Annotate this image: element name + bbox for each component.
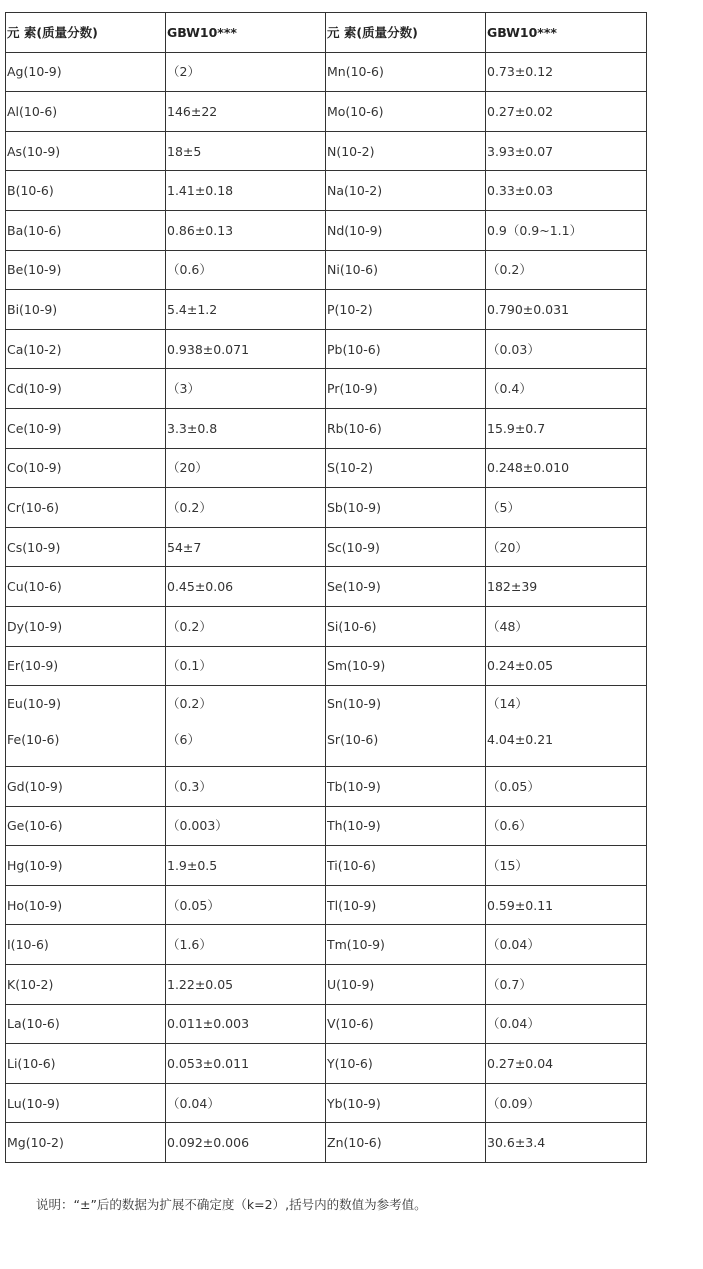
element-cell	[326, 686, 486, 767]
table-row	[6, 290, 647, 330]
element-cell: As(10-9)	[6, 131, 166, 171]
value-cell: 0.27±0.02	[486, 92, 647, 132]
table-row	[6, 806, 647, 846]
element-cell: Er(10-9)	[6, 646, 166, 686]
value-cell: （0.03）	[486, 329, 647, 369]
table-row	[6, 408, 647, 448]
element-cell: Rb(10-6)	[326, 408, 486, 448]
value-cell: 54±7	[166, 527, 326, 567]
element-cell: N(10-2)	[326, 131, 486, 171]
value-cell: 1.41±0.18	[166, 171, 326, 211]
element-cell: Li(10-6)	[6, 1044, 166, 1084]
table-row	[6, 131, 647, 171]
element-cell: Al(10-6)	[6, 92, 166, 132]
value-cell: 0.248±0.010	[486, 448, 647, 488]
merged-cell-line: Sr(10-6)	[327, 731, 379, 747]
value-cell: （0.7）	[486, 965, 647, 1005]
element-cell: Ba(10-6)	[6, 210, 166, 250]
value-cell: （0.003）	[166, 806, 326, 846]
value-cell: 0.33±0.03	[486, 171, 647, 211]
value-cell: （0.4）	[486, 369, 647, 409]
table-row	[6, 1004, 647, 1044]
value-cell: 0.9（0.9~1.1）	[486, 210, 647, 250]
table-row	[6, 1044, 647, 1084]
value-cell: 0.73±0.12	[486, 52, 647, 92]
table-row	[6, 488, 647, 528]
element-cell: Th(10-9)	[326, 806, 486, 846]
element-cell: Gd(10-9)	[6, 767, 166, 807]
value-cell: （3）	[166, 369, 326, 409]
value-cell: 0.27±0.04	[486, 1044, 647, 1084]
value-cell	[166, 686, 326, 767]
value-cell: 3.3±0.8	[166, 408, 326, 448]
value-cell: （0.6）	[486, 806, 647, 846]
value-cell: 146±22	[166, 92, 326, 132]
element-cell: Ni(10-6)	[326, 250, 486, 290]
element-cell: Lu(10-9)	[6, 1083, 166, 1123]
element-cell: Ho(10-9)	[6, 885, 166, 925]
value-cell: 0.092±0.006	[166, 1123, 326, 1163]
value-cell: （0.2）	[486, 250, 647, 290]
element-reference-table	[5, 12, 647, 1163]
value-cell: （20）	[166, 448, 326, 488]
value-cell: （0.09）	[486, 1083, 647, 1123]
value-cell: 3.93±0.07	[486, 131, 647, 171]
value-cell: 0.45±0.06	[166, 567, 326, 607]
table-row	[6, 250, 647, 290]
merged-cell-line: （14）	[487, 695, 528, 711]
element-cell: Ca(10-2)	[6, 329, 166, 369]
element-cell: Ce(10-9)	[6, 408, 166, 448]
value-cell: （48）	[486, 606, 647, 646]
table-body	[6, 13, 647, 1163]
merged-cell-line: （0.2）	[167, 695, 212, 711]
value-cell: （0.04）	[486, 925, 647, 965]
value-cell: 182±39	[486, 567, 647, 607]
table-header-row	[6, 13, 647, 53]
header-element-col-2: 元 素(质量分数)	[326, 13, 486, 53]
element-cell: La(10-6)	[6, 1004, 166, 1044]
merged-cell-line: Eu(10-9)	[7, 695, 61, 711]
table-row	[6, 210, 647, 250]
value-cell: 0.938±0.071	[166, 329, 326, 369]
value-cell: （0.04）	[486, 1004, 647, 1044]
element-cell: Sb(10-9)	[326, 488, 486, 528]
value-cell: 18±5	[166, 131, 326, 171]
element-cell: Se(10-9)	[326, 567, 486, 607]
value-cell: （0.05）	[486, 767, 647, 807]
element-cell: V(10-6)	[326, 1004, 486, 1044]
table-row	[6, 767, 647, 807]
table-row	[6, 527, 647, 567]
table-row	[6, 965, 647, 1005]
value-cell: 5.4±1.2	[166, 290, 326, 330]
element-cell: Sm(10-9)	[326, 646, 486, 686]
element-cell: Mo(10-6)	[326, 92, 486, 132]
footnote: 说明：“±”后的数据为扩展不确定度（k=2）,括号内的数值为参考值。	[36, 1197, 427, 1212]
value-cell: 1.22±0.05	[166, 965, 326, 1005]
element-cell: Dy(10-9)	[6, 606, 166, 646]
value-cell: 30.6±3.4	[486, 1123, 647, 1163]
value-cell: （0.2）	[166, 488, 326, 528]
element-cell: Y(10-6)	[326, 1044, 486, 1084]
value-cell: （15）	[486, 846, 647, 886]
value-cell: （20）	[486, 527, 647, 567]
value-cell: （0.3）	[166, 767, 326, 807]
element-cell: Co(10-9)	[6, 448, 166, 488]
value-cell: 0.86±0.13	[166, 210, 326, 250]
element-cell: U(10-9)	[326, 965, 486, 1005]
element-cell: Mn(10-6)	[326, 52, 486, 92]
value-cell: 0.011±0.003	[166, 1004, 326, 1044]
merged-cell-line: Sn(10-9)	[327, 695, 381, 711]
element-cell: Zn(10-6)	[326, 1123, 486, 1163]
element-cell: Cs(10-9)	[6, 527, 166, 567]
element-cell: Pr(10-9)	[326, 369, 486, 409]
table-row	[6, 171, 647, 211]
value-cell: （0.1）	[166, 646, 326, 686]
element-cell: I(10-6)	[6, 925, 166, 965]
value-cell: 1.9±0.5	[166, 846, 326, 886]
value-cell: （2）	[166, 52, 326, 92]
element-cell	[6, 686, 166, 767]
element-cell: Cr(10-6)	[6, 488, 166, 528]
merged-cell-line: Fe(10-6)	[7, 731, 60, 747]
element-cell: Sc(10-9)	[326, 527, 486, 567]
element-cell: Cu(10-6)	[6, 567, 166, 607]
table-row	[6, 448, 647, 488]
header-element-col-1: 元 素(质量分数)	[6, 13, 166, 53]
table-row	[6, 606, 647, 646]
value-cell: 0.24±0.05	[486, 646, 647, 686]
element-cell: Na(10-2)	[326, 171, 486, 211]
element-cell: Tb(10-9)	[326, 767, 486, 807]
table-row	[6, 1083, 647, 1123]
element-cell: Ag(10-9)	[6, 52, 166, 92]
value-cell: 0.053±0.011	[166, 1044, 326, 1084]
value-cell: （0.6）	[166, 250, 326, 290]
element-cell: Pb(10-6)	[326, 329, 486, 369]
element-cell: Si(10-6)	[326, 606, 486, 646]
value-cell: （1.6）	[166, 925, 326, 965]
table-row	[6, 646, 647, 686]
table-row-merged	[6, 686, 647, 767]
element-cell: Nd(10-9)	[326, 210, 486, 250]
value-cell: （5）	[486, 488, 647, 528]
table-row	[6, 885, 647, 925]
element-cell: Ti(10-6)	[326, 846, 486, 886]
element-cell: P(10-2)	[326, 290, 486, 330]
element-cell: Tl(10-9)	[326, 885, 486, 925]
element-cell: B(10-6)	[6, 171, 166, 211]
element-cell: Bi(10-9)	[6, 290, 166, 330]
value-cell: （0.05）	[166, 885, 326, 925]
element-cell: Cd(10-9)	[6, 369, 166, 409]
header-value-col-1: GBW10***	[166, 13, 326, 53]
table-row	[6, 925, 647, 965]
value-cell: 0.59±0.11	[486, 885, 647, 925]
element-cell: S(10-2)	[326, 448, 486, 488]
value-cell: 15.9±0.7	[486, 408, 647, 448]
table-row	[6, 567, 647, 607]
value-cell	[486, 686, 647, 767]
merged-cell-line: （6）	[167, 731, 200, 747]
table-row	[6, 52, 647, 92]
table-row	[6, 846, 647, 886]
element-cell: Ge(10-6)	[6, 806, 166, 846]
value-cell: 0.790±0.031	[486, 290, 647, 330]
element-cell: Tm(10-9)	[326, 925, 486, 965]
element-cell: Yb(10-9)	[326, 1083, 486, 1123]
table-row	[6, 1123, 647, 1163]
element-cell: Be(10-9)	[6, 250, 166, 290]
element-cell: Hg(10-9)	[6, 846, 166, 886]
header-value-col-2: GBW10***	[486, 13, 647, 53]
merged-cell-line: 4.04±0.21	[487, 731, 554, 747]
value-cell: （0.04）	[166, 1083, 326, 1123]
table-row	[6, 92, 647, 132]
value-cell: （0.2）	[166, 606, 326, 646]
table-row	[6, 369, 647, 409]
table-row	[6, 329, 647, 369]
element-cell: K(10-2)	[6, 965, 166, 1005]
element-cell: Mg(10-2)	[6, 1123, 166, 1163]
